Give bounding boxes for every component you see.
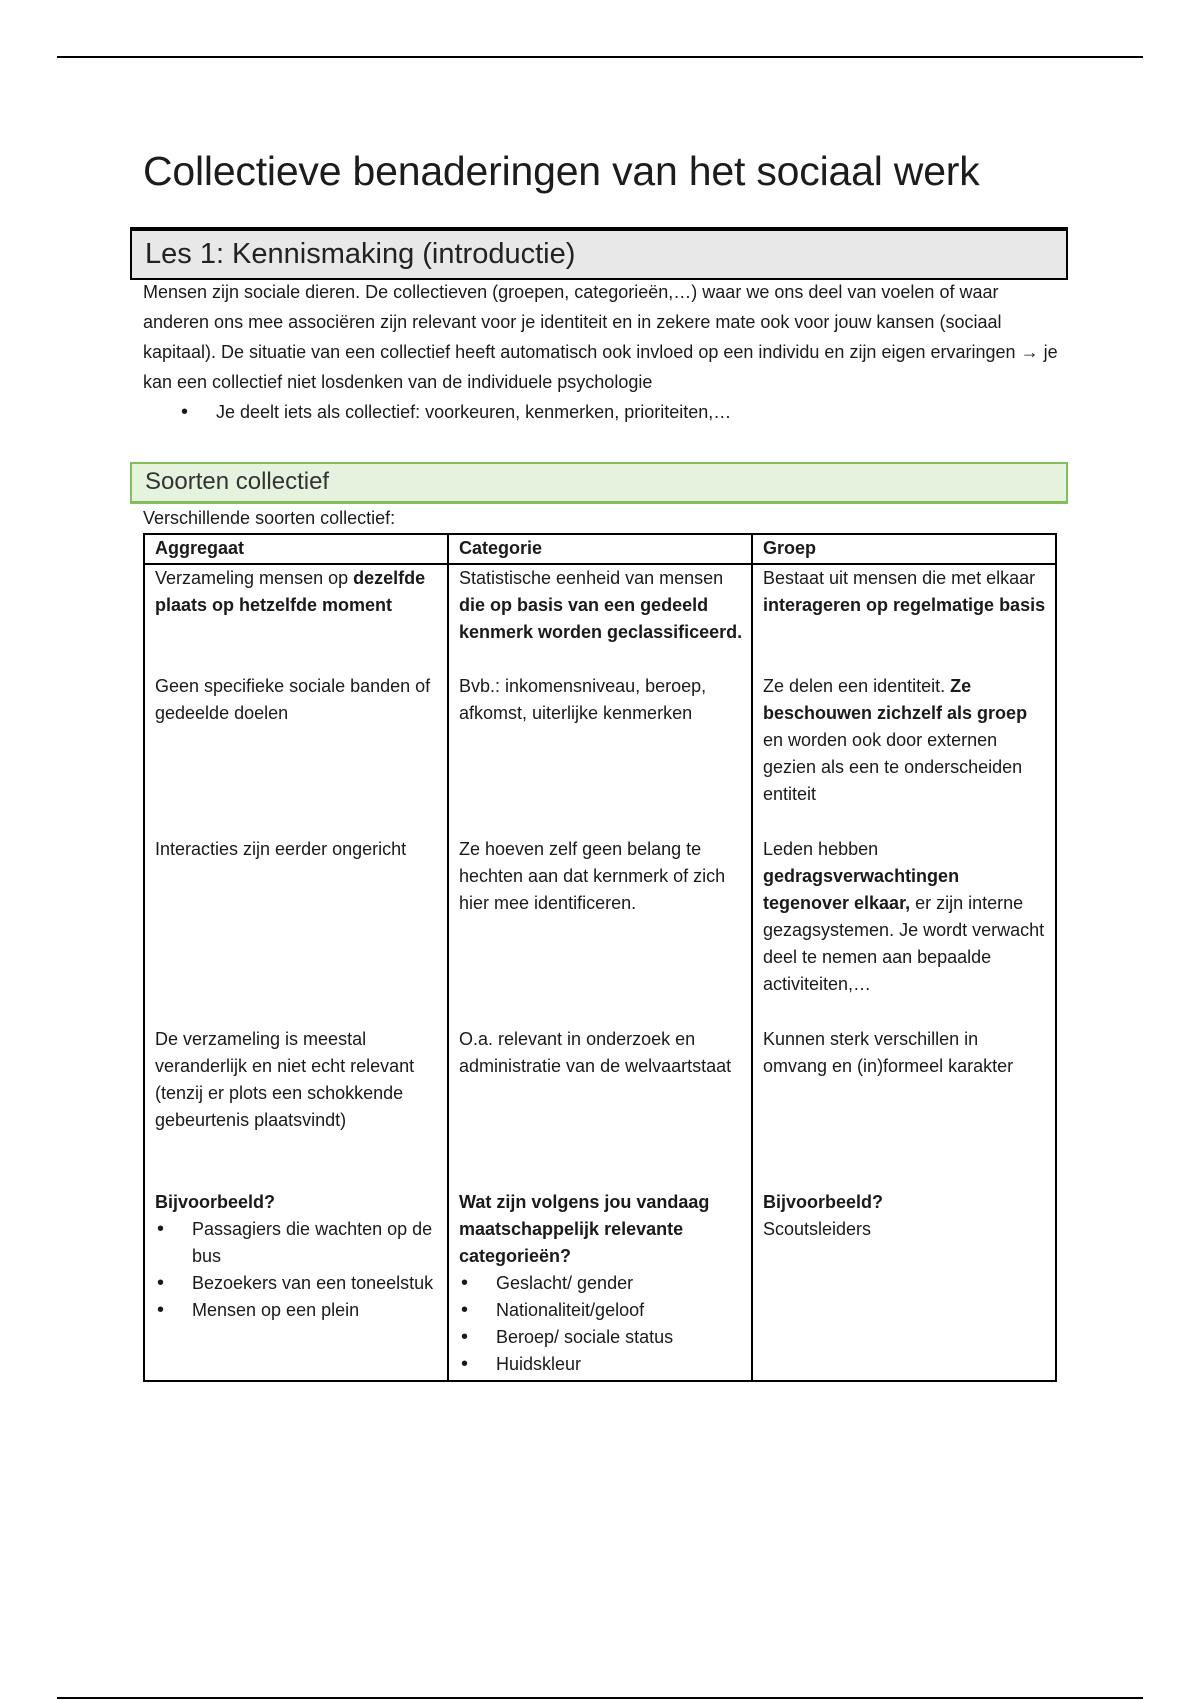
cell-heading: Wat zijn volgens jou vandaag maatschappelijk relevante categorieën? <box>459 1192 710 1266</box>
list-item: • Bezoekers van een toneelstuk <box>155 1270 439 1297</box>
header-aggregaat: Aggregaat <box>144 534 448 564</box>
list-item: • Mensen op een plein <box>155 1297 439 1324</box>
table-cell <box>144 1189 448 1381</box>
table-cell <box>752 673 1056 836</box>
top-rule <box>57 56 1143 58</box>
list-item: • Geslacht/ gender <box>459 1270 743 1297</box>
table-cell <box>752 1189 1056 1381</box>
table-row <box>144 1189 1056 1381</box>
example-list <box>155 1216 439 1324</box>
cell-text: er zijn interne gezagsystemen. Je wordt verwacht deel te nemen aan bepaalde activiteiten,… <box>763 893 1045 994</box>
soorten-collectief-table <box>143 533 1057 1382</box>
intro-conclusion: je kan een collectief niet losdenken van de individuele psychologie <box>143 342 1058 392</box>
cell-text: Leden hebben <box>763 839 879 859</box>
cell-bold-text: die op basis van een gedeeld kenmerk worden geclassificeerd. <box>459 595 743 642</box>
list-item: • Huidskleur <box>459 1351 743 1378</box>
cell-text: Statistische eenheid van mensen <box>459 568 724 588</box>
intro-paragraph <box>143 277 1063 397</box>
cell-bold-text: gedragsverwachtingen tegenover elkaar, <box>763 866 960 913</box>
page-title: Collectieve benaderingen van het sociaal werk <box>143 148 980 194</box>
cell-text: en worden ook door externen gezien als een te onderscheiden entiteit <box>763 730 1023 804</box>
table-cell <box>448 1189 752 1381</box>
table-cell <box>752 836 1056 1026</box>
list-item: • Je deelt iets als collectief: voorkeuren, kenmerken, prioriteiten,… <box>143 397 1063 427</box>
example-list <box>459 1270 743 1378</box>
table-cell: Geen specifieke sociale banden of gedeelde doelen <box>144 673 448 836</box>
table-row <box>144 673 1056 836</box>
table-cell: Kunnen sterk verschillen in omvang en (in)formeel karakter <box>752 1026 1056 1189</box>
cell-text: Bestaat uit mensen die met elkaar <box>763 568 1036 588</box>
table-cell: Ze hoeven zelf geen belang te hechten aan dat kernmerk of zich hier mee identificeren. <box>448 836 752 1026</box>
table-cell <box>144 564 448 673</box>
table-cell: Bvb.: inkomensniveau, beroep, afkomst, uiterlijke kenmerken <box>448 673 752 836</box>
list-item: • Beroep/ sociale status <box>459 1324 743 1351</box>
intro-text: Mensen zijn sociale dieren. De collectieven (groepen, categorieën,…) waar we ons deel van voelen of waar anderen ons mee associëren zijn relevant voor je identiteit en in zekere mate ook voor jouw kansen (sociaal kapitaal). De situatie van een collectief heeft automatisch ook invloed op een individu en zijn eigen ervaringen <box>143 282 1016 362</box>
header-groep: Groep <box>752 534 1056 564</box>
table-cell <box>448 564 752 673</box>
section-heading-soorten: Soorten collectief <box>130 462 1068 504</box>
intro-bullet-list <box>143 397 1063 427</box>
arrow-icon: → <box>1020 342 1039 362</box>
cell-heading: Bijvoorbeeld? <box>763 1192 884 1212</box>
table-cell: Interacties zijn eerder ongericht <box>144 836 448 1026</box>
list-item: • Passagiers die wachten op de bus <box>155 1216 439 1270</box>
cell-bold-text: interageren op regelmatige basis <box>763 595 1046 615</box>
table-row <box>144 564 1056 673</box>
table-header-row <box>144 534 1056 564</box>
list-item: • Nationaliteit/geloof <box>459 1297 743 1324</box>
table-caption: Verschillende soorten collectief: <box>143 508 396 528</box>
table-cell: De verzameling is meestal veranderlijk en niet echt relevant (tenzij er plots een schokkende gebeurtenis plaatsvindt) <box>144 1026 448 1189</box>
header-categorie: Categorie <box>448 534 752 564</box>
table-cell <box>752 564 1056 673</box>
cell-bold-text: Ze beschouwen zichzelf als groep <box>763 676 1028 723</box>
cell-text: Ze delen een identiteit. <box>763 676 946 696</box>
table-cell: O.a. relevant in onderzoek en administratie van de welvaartstaat <box>448 1026 752 1189</box>
table-row <box>144 836 1056 1026</box>
bottom-rule <box>57 1697 1143 1699</box>
cell-text: Verzameling mensen op <box>155 568 349 588</box>
section-heading-les-1: Les 1: Kennismaking (introductie) <box>130 227 1068 280</box>
cell-text: Scoutsleiders <box>763 1219 872 1239</box>
cell-heading: Bijvoorbeeld? <box>155 1192 276 1212</box>
cell-bold-text: dezelfde plaats op hetzelfde moment <box>155 568 426 615</box>
table-row <box>144 1026 1056 1189</box>
